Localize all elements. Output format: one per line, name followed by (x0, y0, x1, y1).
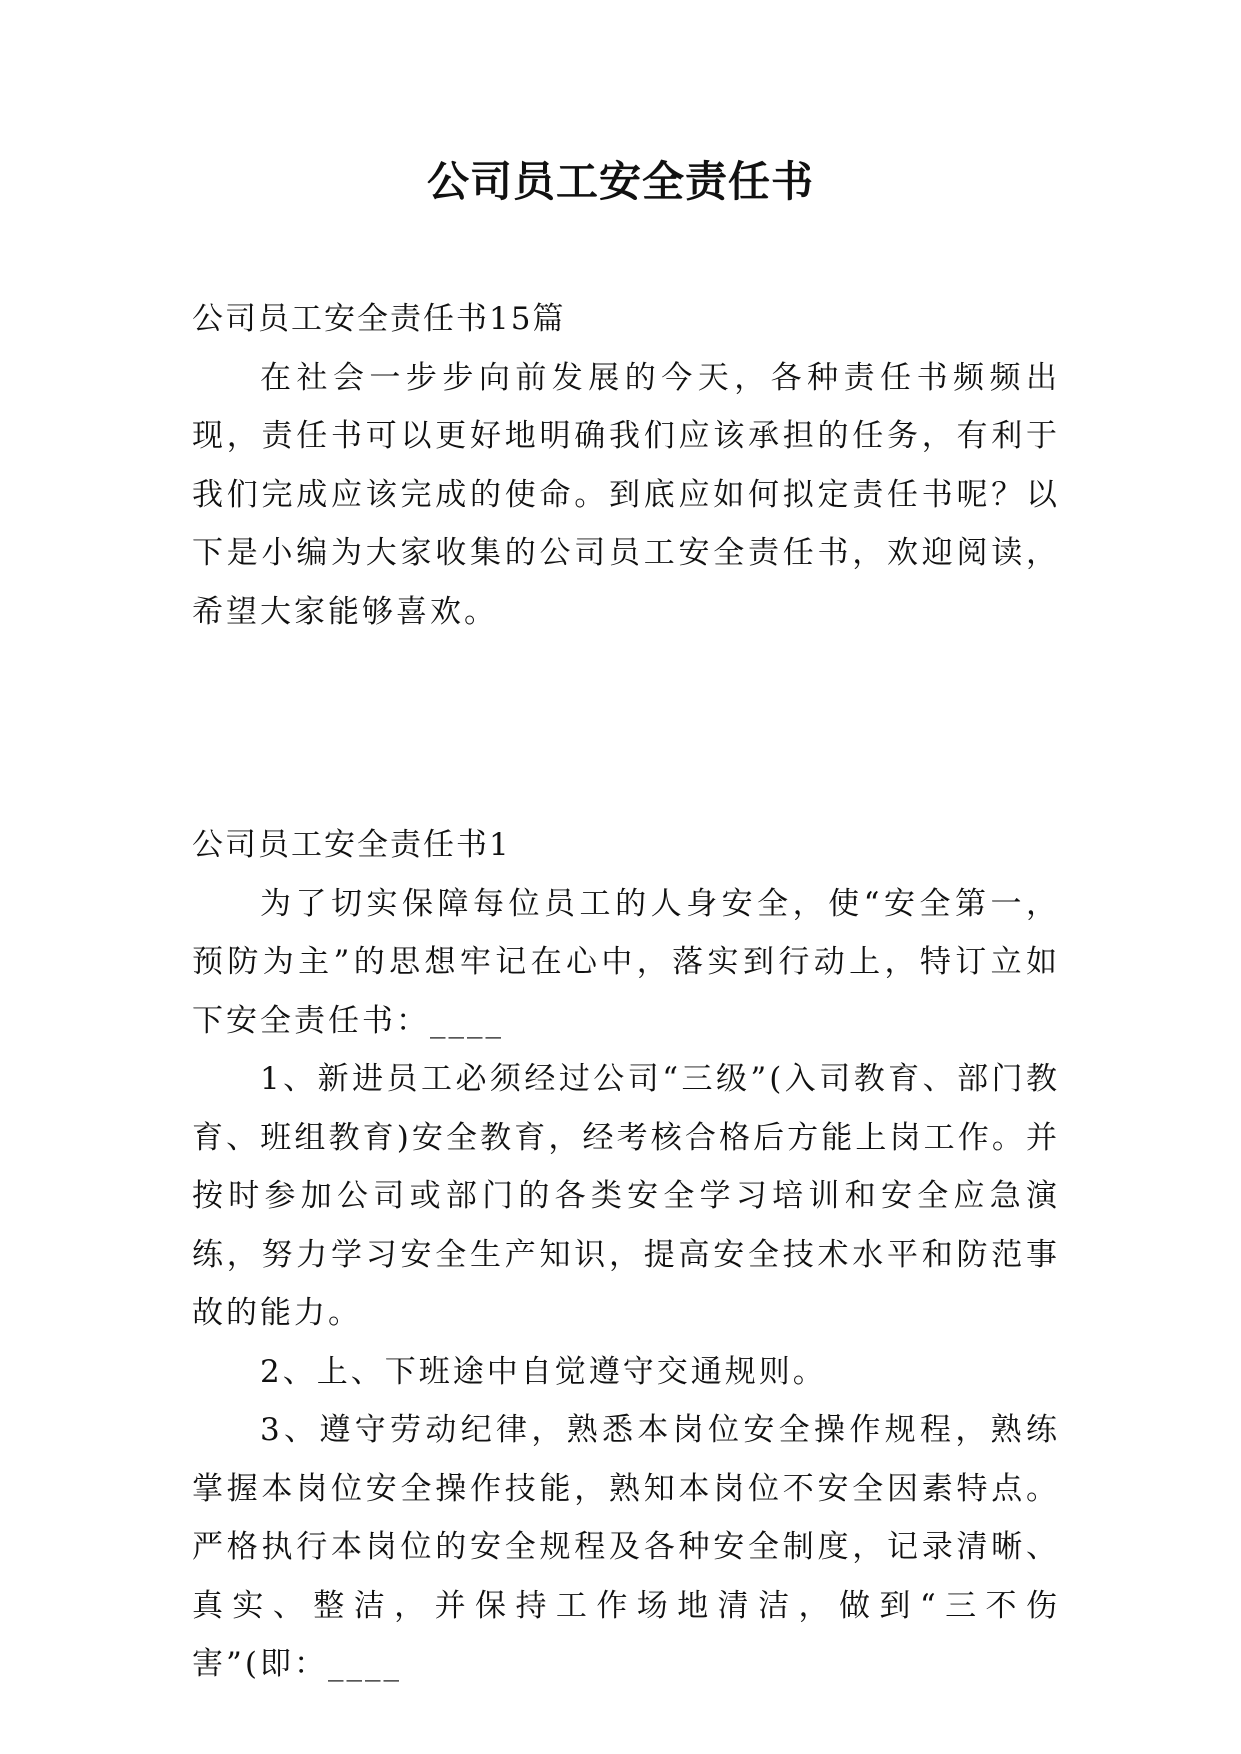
body-paragraph: 2、上、下班途中自觉遵守交通规则。 (260, 1353, 827, 1390)
body-paragraph: 1、新进员工必须经过公司“三级”(入司教育、部门教育、班组教育)安全教育，经考核合格后方能上岗工作。并按时参加公司或部门的各类安全学习培训和安全应急演练，努力学习安全生产知识，提高安全技术水平和防范事故的能力。 (192, 1061, 1060, 1331)
document-subtitle: 公司员工安全责任书15篇 (192, 301, 566, 337)
intro-paragraph: 在社会一步步向前发展的今天，各种责任书频频出现，责任书可以更好地明确我们应该承担的任务，有利于我们完成应该完成的使命。到底应如何拟定责任书呢？以下是小编为大家收集的公司员工安全责任书，欢迎阅读，希望大家能够喜欢。 (192, 359, 1060, 630)
document-body (192, 290, 1060, 1694)
section-heading: 公司员工安全责任书1 (192, 827, 511, 863)
body-paragraph: 3、遵守劳动纪律，熟悉本岗位安全操作规程，熟练掌握本岗位安全操作技能，熟知本岗位不安全因素特点。严格执行本岗位的安全规程及各种安全制度，记录清晰、真实、整洁，并保持工作场地清洁，做到“三不伤害”(即：____ (192, 1412, 1060, 1682)
body-paragraph: 为了切实保障每位员工的人身安全，使“安全第一，预防为主”的思想牢记在心中，落实到行动上，特订立如下安全责任书：____ (192, 885, 1060, 1039)
section-spacer (192, 641, 1060, 816)
document-title: 公司员工安全责任书 (426, 157, 814, 206)
